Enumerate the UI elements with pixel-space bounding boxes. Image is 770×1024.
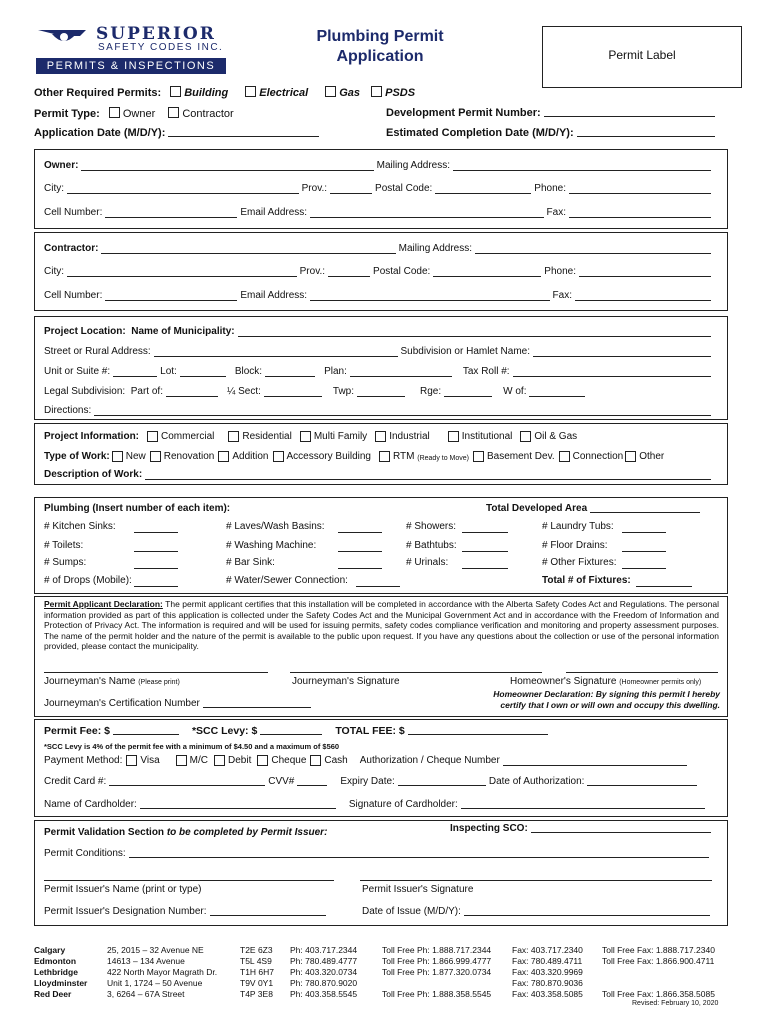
cardholder-row: Name of Cardholder: Signature of Cardholder: — [44, 799, 708, 810]
plumbing-count-field[interactable] — [622, 532, 666, 533]
office-tollfree: Toll Free Ph: 1.866.999.4777 — [382, 956, 492, 966]
plumbing-label: # Urinals: — [406, 557, 449, 568]
issuer-name-label: Permit Issuer's Name (print or type) — [44, 884, 202, 895]
total-area-row: Total Developed Area — [486, 503, 703, 514]
accessory-building-checkbox[interactable] — [273, 451, 284, 462]
homeowner-declaration: Homeowner Declaration: By signing this permit I hereby certify that I own or will own and occupy this dwelling. — [493, 689, 720, 710]
gas-checkbox[interactable] — [325, 86, 336, 97]
tax-roll-field[interactable] — [513, 367, 711, 377]
contractor-row-2: City: Prov.: Postal Code: Phone: — [44, 263, 714, 277]
directions-field[interactable] — [94, 406, 711, 416]
permit-label-text: Permit Label — [608, 48, 676, 62]
cardholder-sig-field[interactable] — [461, 799, 705, 809]
connection-checkbox[interactable] — [559, 451, 570, 462]
plumbing-count-field[interactable] — [462, 568, 508, 569]
street-field[interactable] — [154, 347, 398, 357]
journeyman-sig-label: Journeyman's Signature — [292, 676, 400, 687]
subdivision-field[interactable] — [533, 347, 711, 357]
auth-date-field[interactable] — [587, 776, 697, 786]
office-fax: Fax: 403.358.5085 — [512, 989, 583, 999]
declaration-text: Permit Applicant Declaration: The permit applicant certifies that this installation will be completed in accordance with the Alberta Safety Codes Act and Regulations. The personal information provided as part of this application is collected under the Safety Codes Act and the Municipal Government Act and in accordance with the Freedom of Information and Protection of Privacy Act. The information is required and will be used for issuing permits, safety codes compliance verification and monitoring and property assessment purposes. The name of the permit holder and the nature of the permit is available to the public upon request. If you have any questions about the collection or use of the personal information provided, please contact the municipality. — [44, 599, 719, 651]
revised-date: Revised: February 10, 2020 — [632, 1000, 719, 1007]
multi-family-checkbox[interactable] — [300, 431, 311, 442]
office-ph: Ph: 403.358.5545 — [290, 989, 358, 999]
contractor-checkbox[interactable] — [168, 107, 179, 118]
office-city: Edmonton — [34, 956, 77, 966]
office-ph: Ph: 780.870.9020 — [290, 978, 358, 988]
owner-email-field[interactable] — [310, 208, 543, 218]
commercial-checkbox[interactable] — [147, 431, 158, 442]
payment-row: Payment Method: Visa M/C Debit Cheque Cash Authorization / Cheque Number — [44, 755, 690, 766]
new-checkbox[interactable] — [112, 451, 123, 462]
office-postal: T1H 6H7 — [240, 967, 275, 977]
auth-number-field[interactable] — [503, 756, 687, 766]
issuer-sig-label: Permit Issuer's Signature — [362, 884, 474, 895]
electrical-checkbox[interactable] — [245, 86, 256, 97]
description-field[interactable] — [145, 470, 711, 480]
debit-checkbox[interactable] — [214, 755, 225, 766]
conditions-field[interactable] — [129, 848, 709, 858]
block-field[interactable] — [265, 367, 315, 377]
expiry-field[interactable] — [398, 776, 486, 786]
location-row-4: Legal Subdivision: Part of: ¼ Sect: Twp: Rge: W of: — [44, 383, 714, 397]
logo-subtitle: SAFETY CODES INC. — [98, 42, 224, 53]
journeyman-name-line[interactable] — [44, 672, 268, 673]
location-row-3: Unit or Suite #: Lot: Block: Plan: Tax Roll #: — [44, 363, 714, 377]
institutional-checkbox[interactable] — [448, 431, 459, 442]
plumbing-count-field[interactable] — [462, 551, 508, 552]
owner-cell-field[interactable] — [105, 208, 237, 218]
quarter-sect-field[interactable] — [264, 387, 322, 397]
plumbing-label: # Laves/Wash Basins: — [226, 521, 325, 532]
office-address: 14613 – 134 Avenue — [107, 956, 185, 966]
office-tollfree: Toll Free Ph: 1.888.358.5545 — [382, 989, 492, 999]
contractor-name-field[interactable] — [101, 244, 395, 254]
plumbing-label: # Washing Machine: — [226, 540, 317, 551]
total-fee-field[interactable] — [408, 725, 548, 735]
contractor-email-field[interactable] — [310, 291, 549, 301]
municipality-field[interactable] — [238, 327, 711, 337]
plumbing-count-field[interactable] — [134, 568, 178, 569]
plumbing-count-field[interactable] — [134, 532, 178, 533]
company-logo — [36, 24, 226, 76]
plumbing-count-field[interactable] — [134, 586, 178, 587]
office-postal: T5L 4S9 — [240, 956, 272, 966]
dev-permit-row: Development Permit Number: — [386, 107, 718, 119]
office-address: 25, 2015 – 32 Avenue NE — [107, 945, 204, 955]
office-address: 422 North Mayor Magrath Dr. — [107, 967, 218, 977]
cert-number-row: Journeyman's Certification Number — [44, 698, 314, 709]
plumbing-label: Total # of Fixtures: — [542, 575, 631, 586]
contractor-row-1: Contractor: Mailing Address: — [44, 240, 714, 254]
plan-field[interactable] — [350, 367, 452, 377]
contractor-postal-field[interactable] — [433, 267, 541, 277]
addition-checkbox[interactable] — [218, 451, 229, 462]
plumbing-count-field[interactable] — [338, 568, 382, 569]
plumbing-label: # Floor Drains: — [542, 540, 608, 551]
contractor-city-field[interactable] — [67, 267, 297, 277]
office-postal: T9V 0Y1 — [240, 978, 274, 988]
owner-row-1: Owner: Mailing Address: — [44, 157, 714, 171]
contractor-cell-field[interactable] — [105, 291, 237, 301]
owner-city-field[interactable] — [67, 184, 299, 194]
plumbing-label: # Other Fixtures: — [542, 557, 617, 568]
rtm-checkbox[interactable] — [379, 451, 390, 462]
cardholder-field[interactable] — [140, 799, 336, 809]
contractor-phone-field[interactable] — [579, 267, 711, 277]
plumbing-label: # Water/Sewer Connection: — [226, 575, 348, 586]
office-fax: Fax: 403.320.9969 — [512, 967, 583, 977]
plumbing-count-field[interactable] — [356, 586, 400, 587]
page-title: Plumbing Permit Application — [316, 28, 444, 65]
app-date-row: Application Date (M/D/Y): — [34, 127, 322, 139]
issuer-name-line[interactable] — [44, 880, 334, 881]
dev-permit-field[interactable] — [544, 107, 715, 117]
owner-mailing-field[interactable] — [453, 161, 711, 171]
homeowner-sig-label: Homeowner's Signature (Homeowner permits only) — [510, 676, 702, 687]
credit-card-field[interactable] — [109, 776, 265, 786]
owner-postal-field[interactable] — [435, 184, 531, 194]
plumbing-count-field[interactable] — [622, 568, 666, 569]
other-checkbox[interactable] — [625, 451, 636, 462]
office-city: Lethbridge — [34, 967, 78, 977]
owner-phone-field[interactable] — [569, 184, 711, 194]
owner-prov-field[interactable] — [330, 184, 372, 194]
logo-mark-icon — [36, 26, 92, 50]
plumbing-header: Plumbing (Insert number of each item): — [44, 503, 231, 514]
office-city: Calgary — [34, 945, 66, 955]
lot-field[interactable] — [180, 367, 226, 377]
homeowner-sig-line[interactable] — [566, 672, 718, 673]
renovation-checkbox[interactable] — [150, 451, 161, 462]
oil-gas-checkbox[interactable] — [520, 431, 531, 442]
plumbing-label: # of Drops (Mobile): — [44, 575, 132, 586]
permit-type-row: Permit Type: Owner Contractor — [34, 108, 234, 120]
cert-number-field[interactable] — [203, 698, 311, 708]
fee-row: Permit Fee: $ *SCC Levy: $ TOTAL FEE: $ — [44, 725, 551, 737]
location-row-1: Project Location: Name of Municipality: — [44, 323, 714, 337]
plumbing-label: # Kitchen Sinks: — [44, 521, 116, 532]
plumbing-label: # Laundry Tubs: — [542, 521, 614, 532]
office-tollfree: Toll Free Ph: 1.877.320.0734 — [382, 967, 492, 977]
contractor-row-3: Cell Number: Email Address: Fax: — [44, 287, 714, 301]
location-row-5: Directions: — [44, 402, 714, 416]
w-of-field[interactable] — [529, 387, 585, 397]
plumbing-count-field[interactable] — [462, 532, 508, 533]
office-city: Red Deer — [34, 989, 72, 999]
type-of-work-row: Type of Work: New Renovation Addition Accessory Building RTM (Ready to Move) Basement Dev. Connection Other — [44, 451, 665, 462]
plumbing-label: # Bar Sink: — [226, 557, 275, 568]
completion-date-row: Estimated Completion Date (M/D/Y): — [386, 127, 718, 139]
cvv-field[interactable] — [297, 776, 327, 786]
inspecting-sco-field[interactable] — [531, 823, 711, 833]
plumbing-count-field[interactable] — [134, 551, 178, 552]
twp-field[interactable] — [357, 387, 405, 397]
owner-name-field[interactable] — [81, 161, 373, 171]
cheque-checkbox[interactable] — [257, 755, 268, 766]
credit-card-row: Credit Card #: CVV# Expiry Date: Date of Authorization: — [44, 776, 700, 787]
office-ph: Ph: 403.320.0734 — [290, 967, 358, 977]
office-city: Lloydminster — [34, 978, 88, 988]
issuer-sig-line[interactable] — [360, 880, 712, 881]
unit-field[interactable] — [113, 367, 157, 377]
office-postal: T4P 3E8 — [240, 989, 273, 999]
conditions-row: Permit Conditions: — [44, 848, 712, 859]
plumbing-count-field[interactable] — [622, 551, 666, 552]
project-info-row: Project Information: Commercial Residential Multi Family Industrial Institutional Oil & Gas — [44, 431, 578, 442]
owner-row-3: Cell Number: Email Address: Fax: — [44, 204, 714, 218]
office-address: 3, 6264 – 67A Street — [107, 989, 185, 999]
logo-title: SUPERIOR — [96, 24, 216, 44]
scc-note: *SCC Levy is 4% of the permit fee with a minimum of $4.50 and a maximum of $560 — [44, 742, 340, 751]
permit-label-box — [542, 26, 742, 88]
location-row-2: Street or Rural Address: Subdivision or Hamlet Name: — [44, 343, 714, 357]
residential-checkbox[interactable] — [228, 431, 239, 442]
designation-row: Permit Issuer's Designation Number: — [44, 906, 329, 917]
office-postal: T2E 6Z3 — [240, 945, 273, 955]
office-ph: Ph: 403.717.2344 — [290, 945, 358, 955]
owner-fax-field[interactable] — [569, 208, 711, 218]
logo-banner: PERMITS & INSPECTIONS — [36, 58, 226, 74]
plumbing-label: # Sumps: — [44, 557, 87, 568]
contractor-mailing-field[interactable] — [475, 244, 711, 254]
office-fax: Fax: 403.717.2340 — [512, 945, 583, 955]
scc-levy-field[interactable] — [260, 725, 322, 735]
rge-field[interactable] — [444, 387, 492, 397]
journeyman-name-label: Journeyman's Name (Please print) — [44, 676, 180, 687]
inspecting-row: Inspecting SCO: — [450, 823, 714, 834]
journeyman-sig-line[interactable] — [290, 672, 542, 673]
office-ph: Ph: 780.489.4777 — [290, 956, 358, 966]
contractor-prov-field[interactable] — [328, 267, 370, 277]
description-row: Description of Work: — [44, 466, 714, 480]
industrial-checkbox[interactable] — [375, 431, 386, 442]
plumbing-label: # Bathtubs: — [406, 540, 457, 551]
office-tollfax: Toll Free Fax: 1.888.717.2340 — [602, 945, 715, 955]
owner-row-2: City: Prov.: Postal Code: Phone: — [44, 180, 714, 194]
issue-date-row: Date of Issue (M/D/Y): — [362, 906, 713, 917]
issue-date-field[interactable] — [464, 906, 710, 916]
cash-checkbox[interactable] — [310, 755, 321, 766]
psds-checkbox[interactable] — [371, 86, 382, 97]
total-area-field[interactable] — [590, 503, 700, 513]
plumbing-label: # Showers: — [406, 521, 457, 532]
permit-fee-field[interactable] — [113, 725, 179, 735]
office-fax: Fax: 780.489.4711 — [512, 956, 583, 966]
other-permits-row: Other Required Permits: Building Electrical Gas PSDS — [34, 87, 416, 99]
designation-field[interactable] — [210, 906, 326, 916]
office-tollfree: Toll Free Ph: 1.888.717.2344 — [382, 945, 492, 955]
office-fax: Fax: 780.870.9036 — [512, 978, 583, 988]
mc-checkbox[interactable] — [176, 755, 187, 766]
plumbing-count-field[interactable] — [636, 586, 692, 587]
completion-date-field[interactable] — [577, 127, 715, 137]
plumbing-count-field[interactable] — [338, 551, 382, 552]
owner-checkbox[interactable] — [109, 107, 120, 118]
building-checkbox[interactable] — [170, 86, 181, 97]
office-address: Unit 1, 1724 – 50 Avenue — [107, 978, 203, 988]
plumbing-label: # Toilets: — [44, 540, 84, 551]
office-tollfax: Toll Free Fax: 1.866.358.5085 — [602, 989, 715, 999]
validation-title: Permit Validation Section to be completed by Permit Issuer: — [44, 827, 328, 838]
basement-dev-checkbox[interactable] — [473, 451, 484, 462]
contractor-fax-field[interactable] — [575, 291, 711, 301]
plumbing-count-field[interactable] — [338, 532, 382, 533]
part-of-field[interactable] — [166, 387, 218, 397]
app-date-field[interactable] — [168, 127, 319, 137]
visa-checkbox[interactable] — [126, 755, 137, 766]
office-tollfax: Toll Free Fax: 1.866.900.4711 — [602, 956, 715, 966]
